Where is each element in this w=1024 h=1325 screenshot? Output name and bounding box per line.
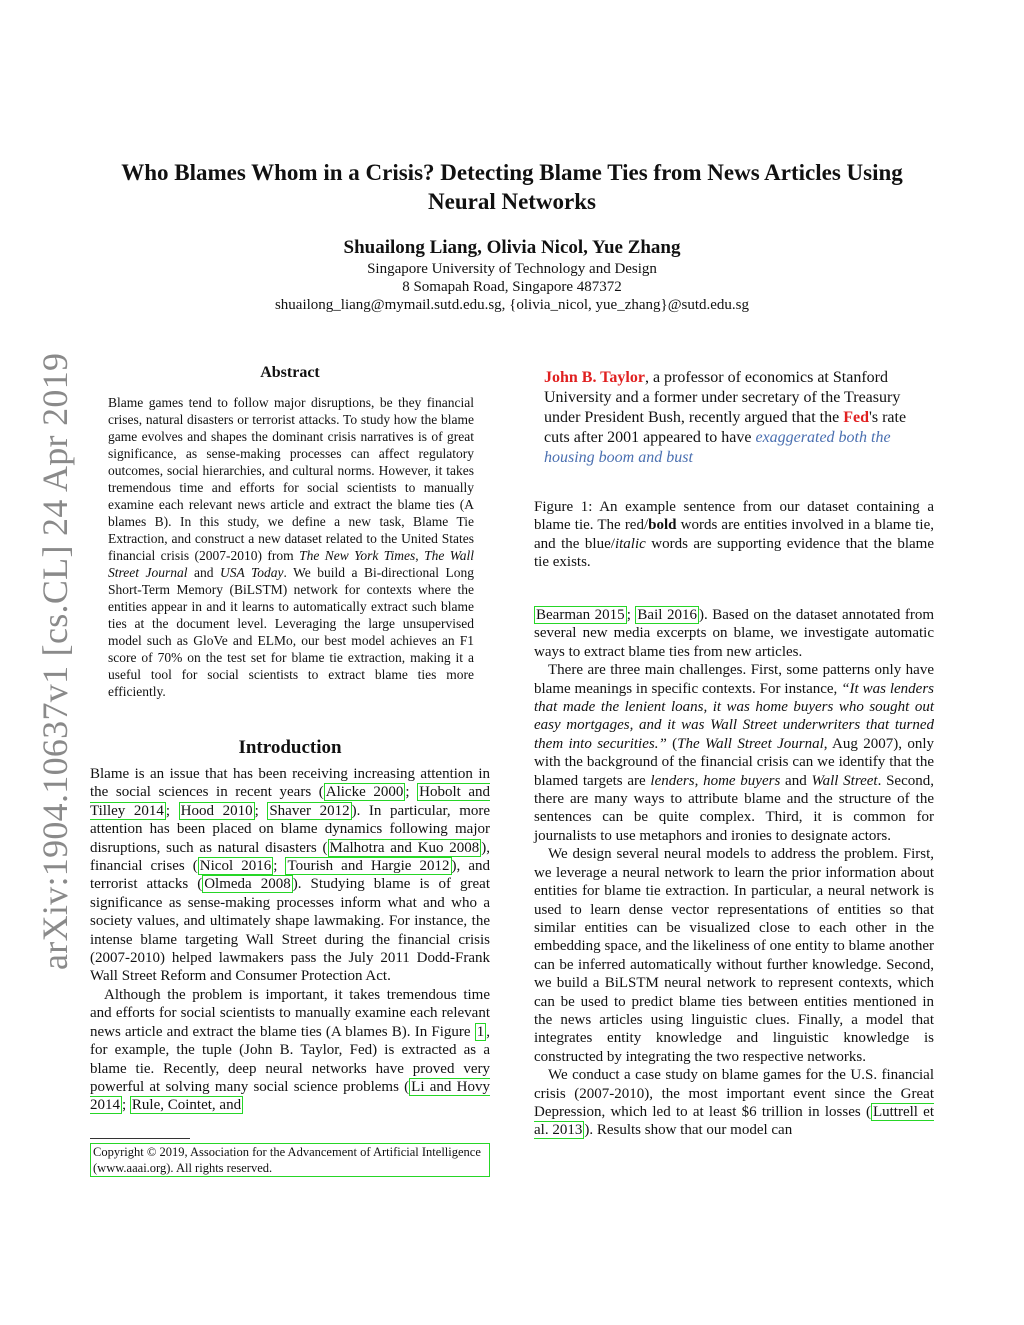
- source-usatoday: USA Today: [219, 565, 284, 580]
- right-paragraph-1: Bearman 2015 ; Bail 2016 ). Based on the dataset annotated from several new media excerpts on blame, we investigate automatic ways to extract blame ties from new articles.: [534, 607, 935, 660]
- introduction-body: [90, 765, 490, 1115]
- citation-link[interactable]: Shaver 2012: [269, 802, 350, 819]
- arxiv-identifier[interactable]: arXiv:1904.10637v1 [cs.CL] 24 Apr 2019: [35, 352, 75, 970]
- copyright-link[interactable]: Copyright © 2019, Association for the Advancement of Artificial Intelligence (www.aaai.org). All rights reserved.: [90, 1143, 490, 1177]
- citation-link[interactable]: Tourish and Hargie 2012: [287, 858, 450, 875]
- citation-link[interactable]: Nicol 2016: [199, 858, 272, 875]
- abstract-heading: Abstract: [260, 364, 320, 381]
- source-nyt: The New York Times: [299, 548, 416, 563]
- citation-link[interactable]: Bearman 2015: [536, 607, 625, 623]
- supporting-evidence: exaggerated both the housing boom and bust: [544, 429, 891, 466]
- source-wsj: The Wall Street Journal: [108, 548, 474, 580]
- author-list: Shuailong Liang, Olivia Nicol, Yue Zhang: [343, 237, 681, 258]
- right-column-body: [534, 606, 934, 1140]
- citation-link[interactable]: Bail 2016: [637, 607, 697, 623]
- paper-title: Who Blames Whom in a Crisis? Detecting Blame Ties from News Articles Using Neural Networks: [121, 160, 903, 214]
- citation-link[interactable]: Li and Hovy 2014: [90, 1078, 490, 1114]
- citation-link[interactable]: Luttrell et al. 2013: [534, 1103, 935, 1139]
- figure-ref-link[interactable]: 1: [476, 1023, 485, 1040]
- citation-link[interactable]: Hood 2010: [180, 802, 253, 819]
- introduction-heading: Introduction: [238, 737, 342, 758]
- footnote-divider: [90, 1138, 190, 1139]
- entity-fed: Fed: [843, 409, 869, 426]
- right-paragraph-4: We conduct a case study on blame games for the U.S. financial crisis (2007-2010), the most important event since the Great Depression, which led to at least $6 trillion in losses ( Luttrell et al. 2013 ). Results show that our model can: [534, 1067, 935, 1139]
- figure-1-example: John B. Taylor, a professor of economics at Stanford University and a former under secretary of the Treasury under President Bush, recently argued that the Fed's rate cuts after 2001 appeared to have exaggerated both the housing boom and bust: [544, 369, 907, 466]
- right-paragraph-3: We design several neural models to address the problem. First, we leverage a neural network to learn the prior information about entities for blame tie extraction. In particular, a neural network is used to learn dense vector representations of entities so that similar entities can be visualized close to each other in the embedding space, and the likeliness of one entity to blame another can be inferred automatically without further knowledge. Second, we build a BiLSTM neural network to represent contexts, which can be used to predict blame ties between entities mentioned in the news articles using linguistic clues. Finally, a model that integrates entity knowledge and linguistic knowledge is constructed by integrating the two respective networks.: [534, 846, 934, 1065]
- citation-link[interactable]: Rule, Cointet, and: [131, 1097, 242, 1114]
- citation-link[interactable]: Malhotra and Kuo 2008: [329, 839, 480, 856]
- affiliation-institution: Singapore University of Technology and Design: [367, 261, 657, 277]
- citation-link[interactable]: Hobolt and Tilley 2014: [90, 784, 491, 819]
- copyright-footnote: [90, 1143, 490, 1177]
- citation-link[interactable]: Olmeda 2008: [204, 876, 291, 893]
- affiliation-block: [90, 260, 934, 314]
- abstract-body: Blame games tend to follow major disruptions, be they financial crises, natural disasters or terrorist attacks. To study how the blame game evolves and shapes the dominant crisis narratives is of great significance, as sense-making processes can affect regulatory outcomes, social hierarchies, and cultural norms. However, it takes tremendous time and efforts for social scientists to manually examine each relevant news article and extract the blame ties (A blames B). In this study, we define a new task, Blame Tie Extraction, and construct a new dataset related to the United States financial crisis (2007-2010) from The New York Times, The Wall Street Journal and USA Today. We build a Bi-directional Long Short-Term Memory (BiLSTM) network for contexts where the entities appear in and it learns to automatically extract such blame ties at the document level. Leveraging the large unsupervised model such as GloVe and ELMo, our best model achieves an F1 score of 70% on the test set for blame tie extraction, making it a useful tool for social scientists to extract blame ties more efficiently.: [108, 395, 474, 699]
- intro-paragraph-2: Although the problem is important, it takes tremendous time and efforts for social scientists to manually examine each relevant news article and extract the blame ties (A blames B). In Figure 1 , for example, the tuple (John B. Taylor, Fed) is extracted as a blame tie. Recently, deep neural networks have proved very powerful at solving many social science problems ( Li and Hovy 2014 ; Rule, Cointet, and: [90, 986, 490, 1114]
- entity-john-taylor: John B. Taylor: [544, 369, 645, 386]
- right-paragraph-2: There are three main challenges. First, some patterns only have blame meanings in specific contexts. For instance, “It was lenders that made the lenient loans, it was home buyers who sought out easy mortgages, and it was Wall Street underwriters that turned them into securities.” (The Wall Street Journal, Aug 2007), only with the background of the financial crisis can we identify that the blamed targets are lenders, home buyers and Wall Street. Second, there are many ways to attribute blame and the structure of the sentences can be quite complex. Third, it is common for journalists to use metaphors and ironies to designate actors.: [534, 662, 935, 844]
- figure-1-caption: Figure 1: An example sentence from our dataset containing a blame tie. The red/bold words are entities involved in a blame tie, and the blue/italic words are supporting evidence that the blame tie exists.: [534, 499, 934, 571]
- intro-paragraph-1: Blame is an issue that has been receiving increasing attention in the social sciences in recent years ( Alicke 2000 ; Hobolt and Tilley 2014 ; Hood 2010 ; Shaver 2012 ). In particular, more attention has been placed on blame dynamics following major disruptions, such as natural disasters ( Malhotra and Kuo 2008 ), financial crises ( Nicol 2016 ; Tourish and Hargie 2012 ), and terrorist attacks ( Olmeda 2008 ). Studying blame is of great significance as sense-making processes inform what and who a society values, and ultimately shape lawmaking. For instance, the intense blame targeting Wall Street during the financial crisis (2007-2010) helped lawmakers pass the July 2011 Dodd-Frank Wall Street Reform and Consumer Protection Act.: [90, 766, 491, 985]
- affiliation-emails: shuailong_liang@mymail.sutd.edu.sg, {olivia_nicol, yue_zhang}@sutd.edu.sg: [274, 297, 750, 313]
- citation-link[interactable]: Alicke 2000: [325, 784, 404, 801]
- affiliation-address: 8 Somapah Road, Singapore 487372: [402, 279, 622, 295]
